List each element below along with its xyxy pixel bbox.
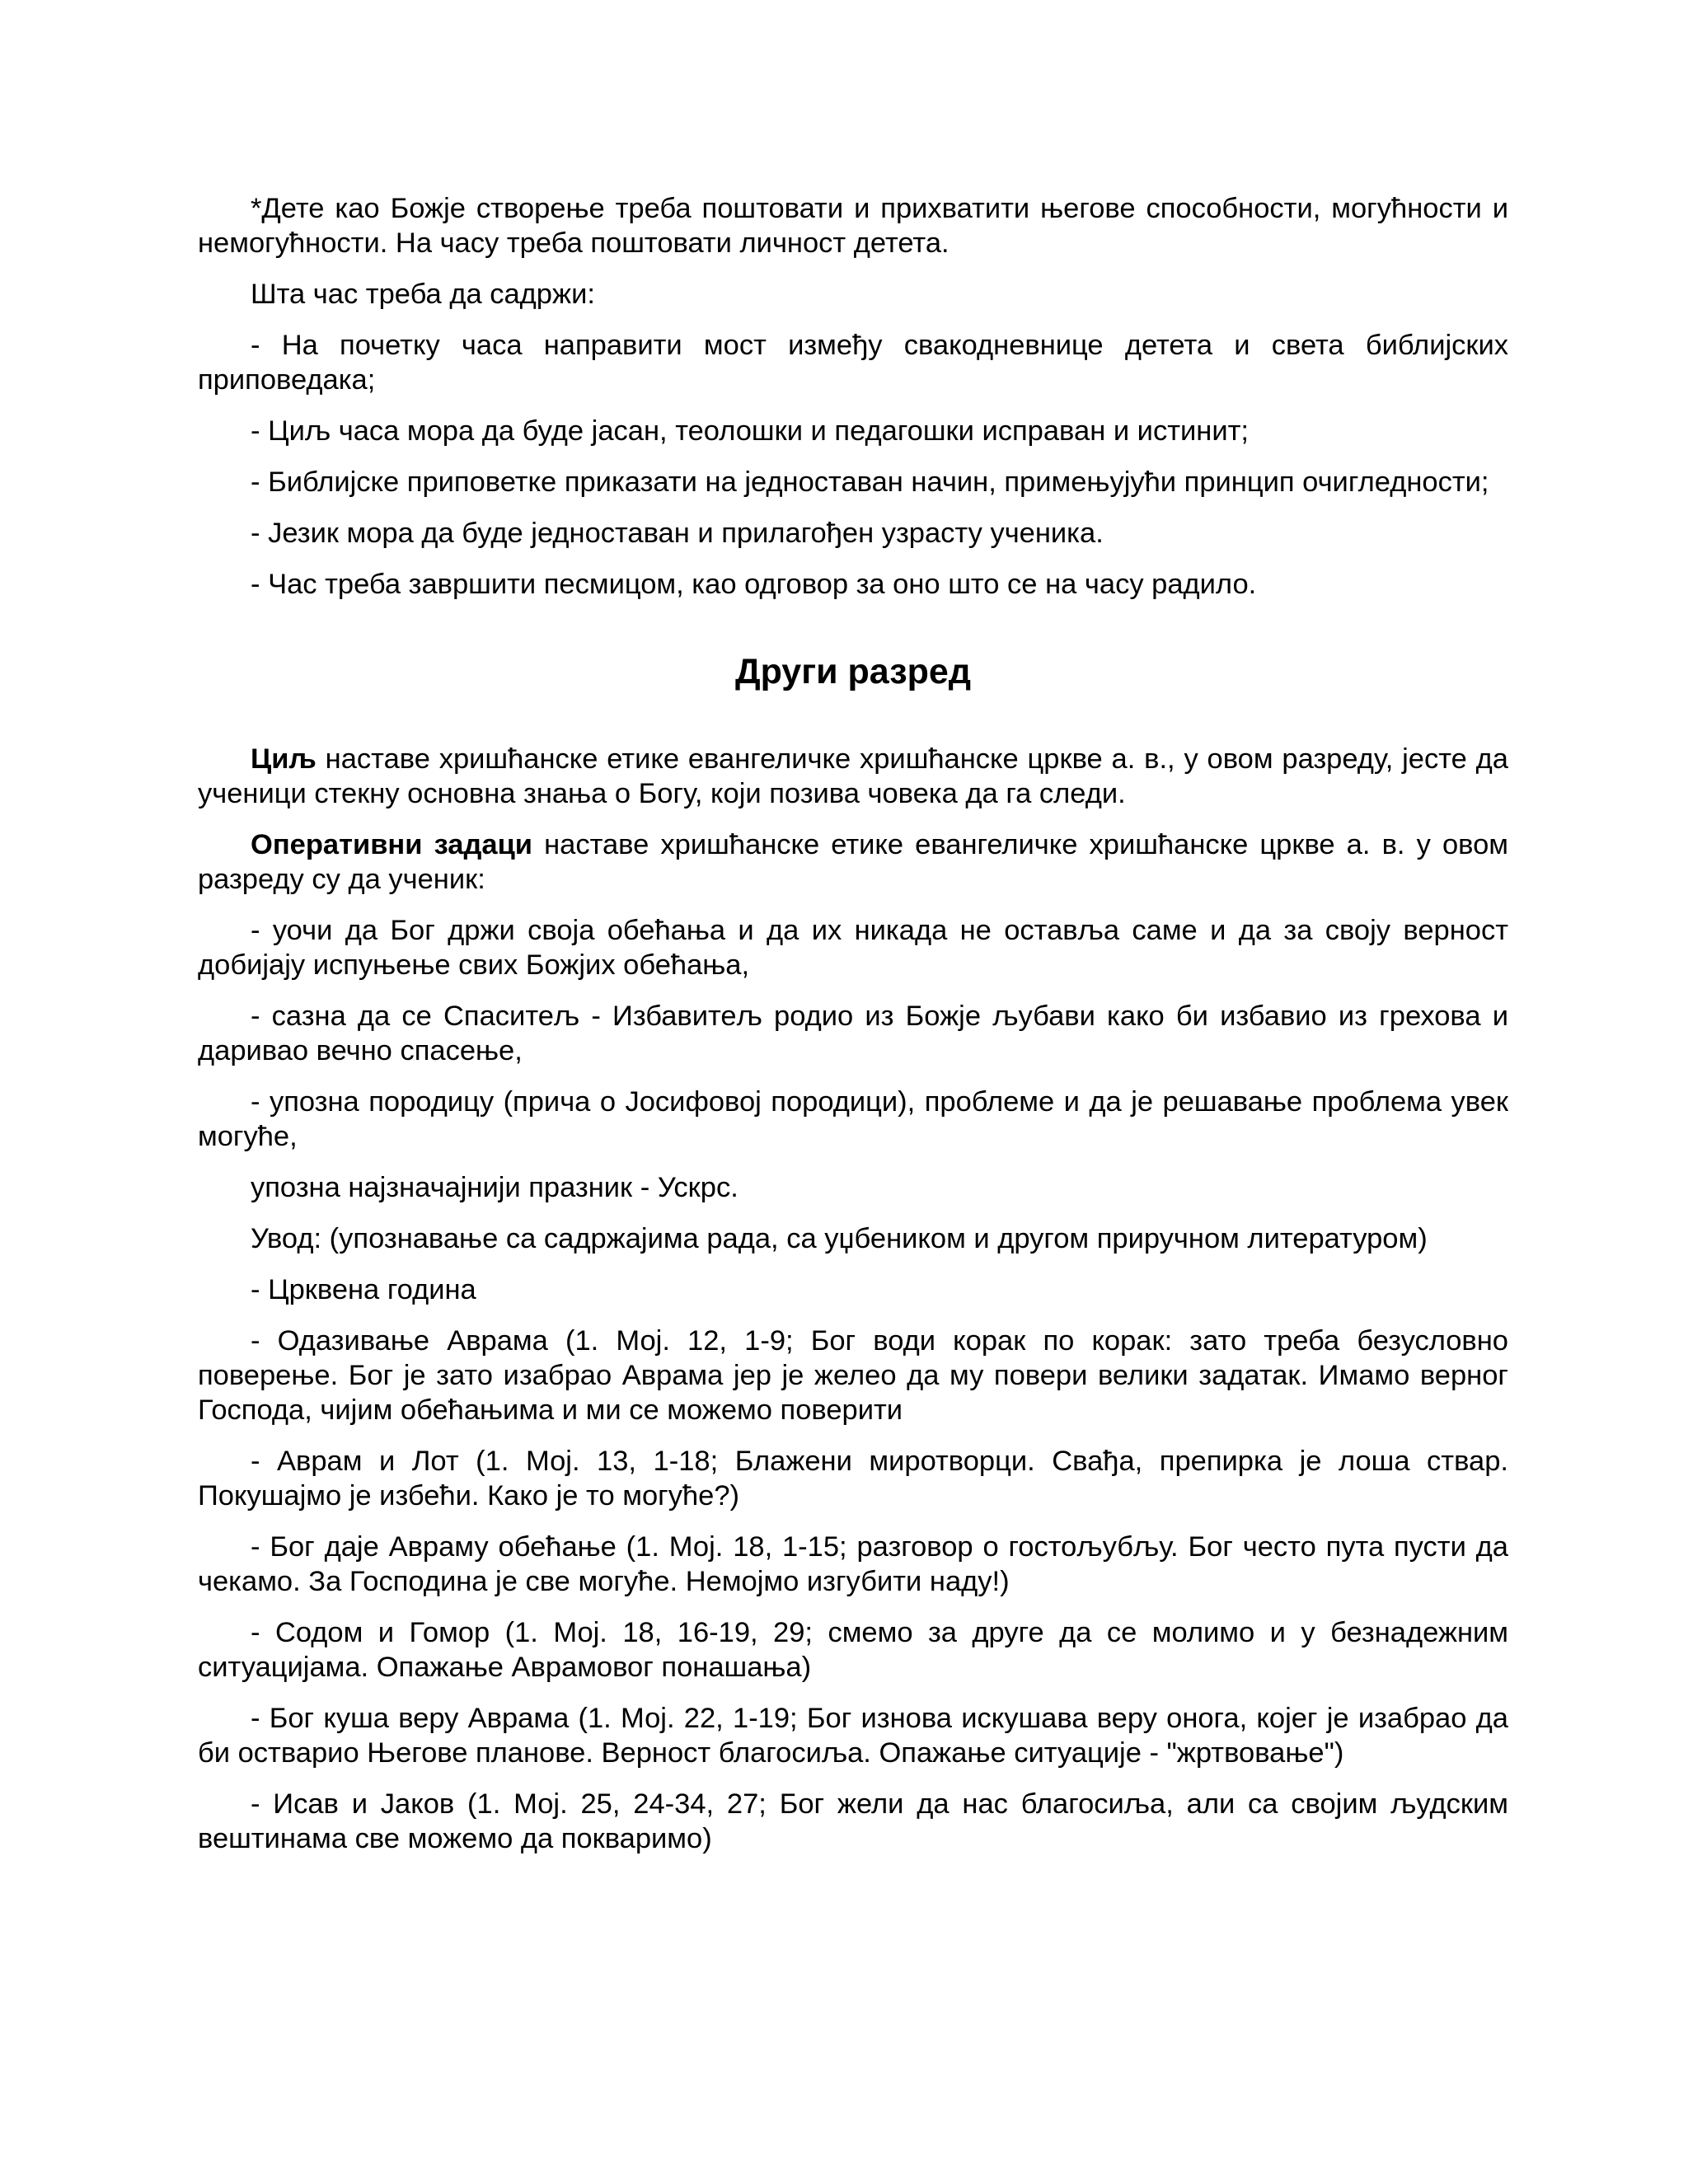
intro-paragraph-4: - Циљ часа мора да буде јасан, теолошки и педагошки исправан и истинит;: [251, 415, 1249, 447]
intro-paragraph-3: - На почетку часа направити мост између свакодневнице детета и света библијских приповедака;: [198, 330, 1508, 396]
list-item: Увод: (упознавање са садржајима рада, са уџбеником и другом приручном литературом): [251, 1223, 1428, 1254]
list-item: - уочи да Бог држи своја обећања и да их никада не оставља саме и да за своју верност добијају испуњење свих Божјих обећања,: [198, 915, 1508, 981]
tasks-label: Оперативни задаци: [251, 829, 532, 860]
list-item: - Исав и Јаков (1. Мој. 25, 24-34, 27; Бог жели да нас благосиља, али са својим људским вештинама све можемо да покваримо): [198, 1788, 1508, 1854]
intro-paragraph-5: - Библијске приповетке приказати на једноставан начин, примењујући принцип очигледности;: [251, 466, 1489, 498]
list-item: - сазна да се Спаситељ - Избавитељ родио из Божје љубави како би избавио из грехова и даривао вечно спасење,: [198, 1001, 1508, 1066]
intro-paragraph-2: Шта час треба да садржи:: [251, 279, 595, 310]
tasks-paragraph: [198, 827, 1508, 897]
section-heading: Други разред: [734, 652, 972, 691]
tasks-text: наставе хришћанске етике евангеличке хришћанске цркве а. в. у овом разреду су да ученик:: [198, 829, 1508, 895]
intro-paragraph-6: - Језик мора да буде једноставан и прилагођен узрасту ученика.: [251, 518, 1104, 549]
list-item: - Црквена година: [251, 1274, 476, 1305]
list-item: - Одазивање Аврама (1. Мој. 12, 1-9; Бог води корак по корак: зато треба безусловно поверење. Бог је зато изабрао Аврама јер је желео да му повери велики задатак. Имамо верног Господа, чијим обећањима и ми се можемо поверити: [198, 1325, 1508, 1426]
document-page: [198, 191, 1508, 1872]
intro-paragraph-7: - Час треба завршити песмицом, као одговор за оно што се на часу радило.: [251, 569, 1257, 600]
list-item: - Бог куша веру Аврама (1. Мој. 22, 1-19; Бог изнова искушава веру онога, којег је изабрао да би остварио Његове планове. Верност благосиља. Опажање ситуације - "жртвовање"): [198, 1703, 1508, 1769]
intro-paragraph-1: *Дете као Божје створење треба поштовати и прихватити његове способности, могућности и немогућности. На часу треба поштовати личност детета.: [198, 193, 1508, 259]
goal-text: наставе хришћанске етике евангеличке хришћанске цркве а. в., у овом разреду, јесте да ученици стекну основна знања о Богу, који позива човека да га следи.: [198, 743, 1508, 809]
list-item: - упозна породицу (прича о Јосифовој породици), проблеме и да је решавање проблема увек могуће,: [198, 1086, 1508, 1152]
list-item: - Аврам и Лот (1. Мој. 13, 1-18; Блажени миротворци. Свађа, препирка је лоша ствар. Покушајмо је избећи. Како је то могуће?): [198, 1446, 1508, 1511]
list-item: упозна најзначајнији празник - Ускрс.: [251, 1172, 738, 1203]
goal-label: Циљ: [251, 743, 316, 775]
list-item: - Содом и Гомор (1. Мој. 18, 16-19, 29; смемо за друге да се молимо и у безнадежним ситуацијама. Опажање Аврамовог понашања): [198, 1617, 1508, 1683]
list-item: - Бог даје Авраму обећање (1. Мој. 18, 1-15; разговор о гостољубљу. Бог често пута пусти да чекамо. За Господина је све могуће. Немојмо изгубити наду!): [198, 1531, 1508, 1597]
goal-paragraph: [198, 742, 1508, 811]
